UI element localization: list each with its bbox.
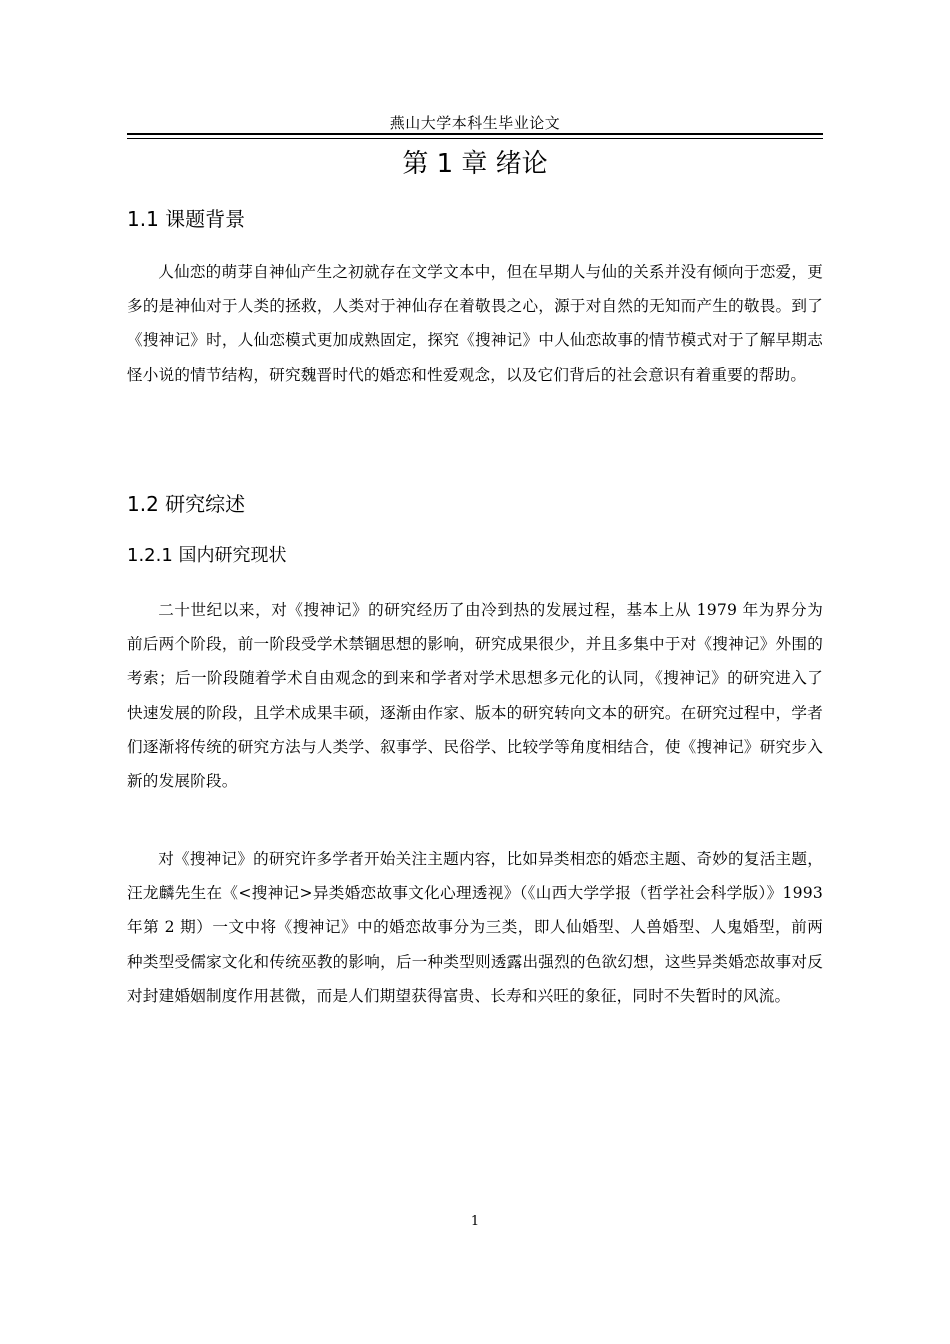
header-rule-thin: [127, 138, 823, 139]
subsection-heading-domestic: 1.2.1 国内研究现状: [127, 545, 287, 566]
section-heading-review: 1.2 研究综述: [127, 492, 246, 516]
page-number: 1: [470, 1214, 480, 1229]
paragraph-background: 人仙恋的萌芽自神仙产生之初就存在文学文本中，但在早期人与仙的关系并没有倾向于恋爱，更多的是神仙对于人类的拯救，人类对于神仙存在着敬畏之心，源于对自然的无知而产生的敬畏。到了《搜神记》时，人仙恋模式更加成熟固定，探究《搜神记》中人仙恋故事的情节模式对于了解早期志怪小说的情节结构，研究魏晋时代的婚恋和性爱观念，以及它们背后的社会意识有着重要的帮助。: [127, 263, 823, 384]
paragraph-domestic-2: 对《搜神记》的研究许多学者开始关注主题内容，比如异类相恋的婚恋主题、奇妙的复活主题，汪龙麟先生在《<搜神记>异类婚恋故事文化心理透视》（《山西大学学报（哲学社会科学版）》1993 年第 2 期）一文中将《搜神记》中的婚恋故事分为三类，即人仙婚型、人兽婚型、人鬼婚型，前两种类型受儒家文化和传统巫教的影响，后一种类型则透露出强烈的色欲幻想，这些异类婚恋故事对反对封建婚姻制度作用甚微，而是人们期望获得富贵、长寿和兴旺的象征，同时不失暂时的风流。: [127, 850, 823, 1005]
paragraph-domestic-1: 二十世纪以来，对《搜神记》的研究经历了由冷到热的发展过程，基本上从 1979 年为界分为前后两个阶段，前一阶段受学术禁锢思想的影响，研究成果很少，并且多集中于对《搜神记》外围的考索；后一阶段随着学术自由观念的到来和学者对学术思想多元化的认同，《搜神记》的研究进入了快速发展的阶段，且学术成果丰硕，逐渐由作家、版本的研究转向文本的研究。在研究过程中，学者们逐渐将传统的研究方法与人类学、叙事学、民俗学、比较学等角度相结合，使《搜神记》研究步入新的发展阶段。: [127, 601, 823, 791]
header-rule-thick: [127, 133, 823, 135]
chapter-title: 第 1 章 绪论: [402, 149, 548, 179]
running-header: 燕山大学本科生毕业论文: [389, 114, 561, 132]
section-heading-background: 1.1 课题背景: [127, 207, 246, 231]
